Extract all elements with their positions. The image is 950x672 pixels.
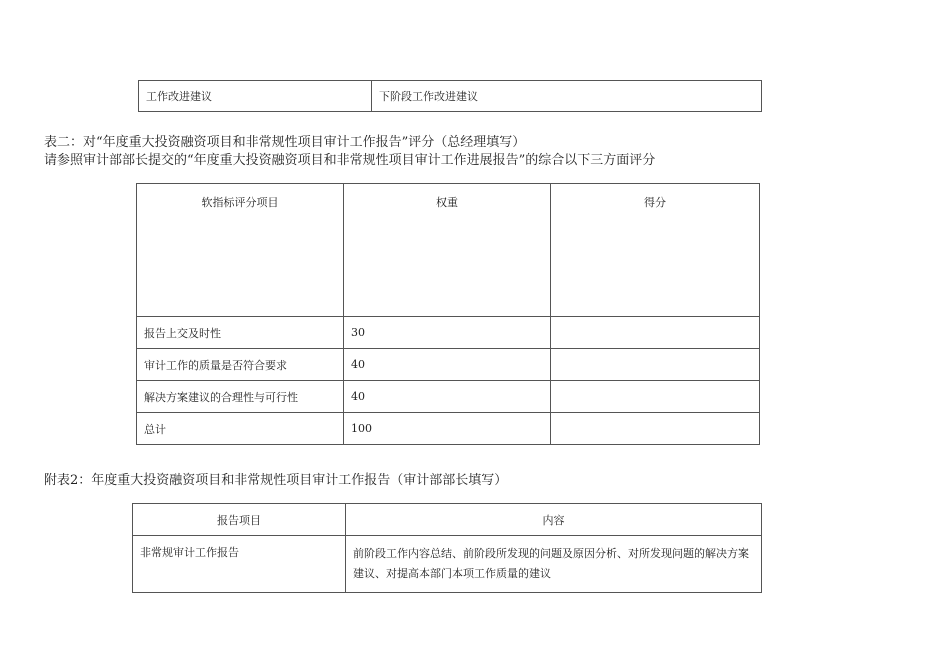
row-weight: 30 [344, 317, 551, 349]
table-row [139, 81, 762, 112]
report-item-cell: 非常规审计工作报告 [133, 536, 346, 593]
improvement-label-cell: 工作改进建议 [139, 81, 372, 112]
improvement-table [138, 80, 762, 112]
row-score[interactable] [551, 317, 760, 349]
appendix-title: 附表2：年度重大投资融资项目和非常规性项目审计工作报告（审计部部长填写） [44, 473, 508, 488]
row-item: 报告上交及时性 [137, 317, 344, 349]
report-table [132, 503, 762, 593]
header-content: 内容 [346, 504, 762, 536]
table2-subtitle: 请参照审计部部长提交的“年度重大投资融资项目和非常规性项目审计工作进展报告”的综合以下三方面评分 [44, 153, 656, 168]
row-item: 解决方案建议的合理性与可行性 [137, 381, 344, 413]
row-score[interactable] [551, 349, 760, 381]
table-row [137, 317, 760, 349]
scoring-table [136, 183, 760, 445]
table-header-row [133, 504, 762, 536]
row-weight: 100 [344, 413, 551, 445]
table-header-row [137, 184, 760, 317]
header-score: 得分 [551, 184, 760, 317]
row-score[interactable] [551, 413, 760, 445]
table-row [137, 349, 760, 381]
table2-title: 表二：对“年度重大投资融资项目和非常规性项目审计工作报告”评分（总经理填写） [44, 135, 526, 150]
improvement-content-cell: 下阶段工作改进建议 [372, 81, 762, 112]
row-item: 总计 [137, 413, 344, 445]
table-row [137, 413, 760, 445]
row-score[interactable] [551, 381, 760, 413]
header-item: 软指标评分项目 [137, 184, 344, 317]
header-weight: 权重 [344, 184, 551, 317]
table-row [137, 381, 760, 413]
row-weight: 40 [344, 381, 551, 413]
row-weight: 40 [344, 349, 551, 381]
header-report-item: 报告项目 [133, 504, 346, 536]
table-row [133, 536, 762, 593]
report-content-cell: 前阶段工作内容总结、前阶段所发现的问题及原因分析、对所发现问题的解决方案建议、对提高本部门本项工作质量的建议 [346, 536, 762, 593]
row-item: 审计工作的质量是否符合要求 [137, 349, 344, 381]
